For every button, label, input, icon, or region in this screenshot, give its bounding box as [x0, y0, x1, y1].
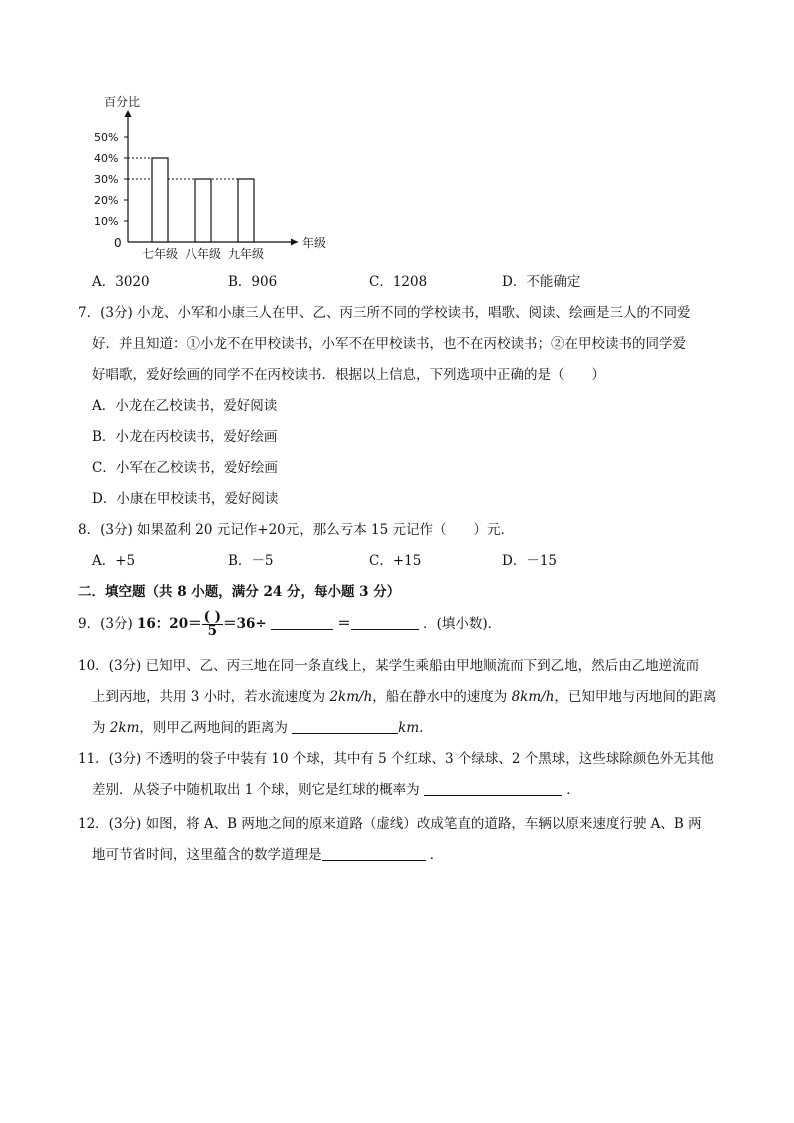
q7-choice-d[interactable]: D．小康在甲校读书，爱好阅读 — [92, 491, 279, 507]
y-tick-label: 10% — [94, 215, 119, 228]
q9-line — [78, 611, 501, 638]
q6-choice-c[interactable]: C．1208 — [369, 274, 428, 290]
q10-current-speed: 2km/h — [329, 689, 373, 705]
q9-frac-numerator[interactable]: ( ) — [203, 609, 222, 625]
q9-ratio: 16：20＝ — [137, 616, 202, 632]
q8-choice-b[interactable]: B．－5 — [228, 553, 274, 569]
y-tick-label: 20% — [94, 194, 119, 207]
q7-line-2: 好．并且知道：①小龙不在甲校读书，小军不在甲校读书，也不在丙校读书；②在甲校读书的同学爱 — [92, 336, 686, 352]
q12-line-2: 地可节省时间，这里蕴含的数学道理是 ． — [92, 847, 444, 863]
q10-boat-speed: 8km/h — [511, 689, 555, 705]
category-label: 九年级 — [227, 247, 265, 261]
q9-frac-denominator: 5 — [207, 623, 218, 639]
bar — [152, 158, 168, 242]
q12-blank[interactable] — [322, 846, 426, 861]
q6-choice-a[interactable]: A．3020 — [92, 274, 150, 290]
q10-line-2: 上到丙地，共用 3 小时，若水流速度为 2km/h，船在静水中的速度为 8km/h，已知甲地与丙地间的距离 — [92, 689, 717, 705]
bar — [238, 179, 254, 242]
q10-blank[interactable] — [292, 719, 398, 734]
q10-distance: 2km — [109, 720, 140, 736]
q11-blank[interactable] — [424, 781, 562, 796]
q9-mid: ＝36÷ — [223, 616, 267, 632]
x-axis-arrow — [291, 239, 298, 246]
q11-line-1: 11．(3分) 不透明的袋子中装有 10 个球，其中有 5 个红球、3 个绿球、2 个黑球，这些球除颜色外无其他 — [78, 751, 714, 767]
q8-choice-a[interactable]: A．+5 — [92, 553, 136, 569]
q10-line-3: 为 2km，则甲乙两地间的距离为 km． — [92, 720, 433, 736]
q10-unit: km — [398, 720, 420, 736]
q11-line-2: 差别．从袋子中随机取出 1 个球，则它是红球的概率为 ． — [92, 782, 580, 798]
q6-choice-b[interactable]: B．906 — [228, 274, 278, 290]
section-2-title: 二．填空题（共 8 小题，满分 24 分，每小题 3 分） — [78, 584, 401, 600]
y-axis-arrow — [125, 110, 132, 117]
y-tick-label: 50% — [94, 131, 119, 144]
q9-prefix: 9．(3分) — [78, 616, 138, 632]
q6-choice-d[interactable]: D．不能确定 — [502, 274, 581, 290]
q12-line-1: 12．(3分) 如图，将 A、B 两地之间的原来道路（虚线）改成笔直的道路，车辆以原来速度行驶 A、B 两 — [78, 816, 702, 832]
q7-choice-b[interactable]: B．小龙在丙校读书，爱好绘画 — [92, 429, 278, 445]
bar — [195, 179, 211, 242]
q8-choice-c[interactable]: C．+15 — [369, 553, 422, 569]
q9-blank-2[interactable] — [351, 615, 419, 630]
origin-label: 0 — [114, 236, 122, 250]
y-tick-label: 30% — [94, 173, 119, 186]
category-label: 八年级 — [184, 247, 222, 261]
q7-choice-a[interactable]: A．小龙在乙校读书，爱好阅读 — [92, 398, 278, 414]
category-label: 七年级 — [141, 247, 179, 261]
y-axis-label: 百分比 — [104, 95, 141, 109]
q10-line-1: 10．(3分) 已知甲、乙、丙三地在同一条直线上，某学生乘船由甲地顺流而下到乙地，然后由乙地逆流而 — [78, 658, 700, 674]
q9-fraction — [202, 611, 223, 638]
q8-choice-d[interactable]: D．－15 — [502, 553, 558, 569]
q7-choice-c[interactable]: C．小军在乙校读书，爱好绘画 — [92, 460, 278, 476]
q7-line-3: 好唱歌，爱好绘画的同学不在丙校读书．根据以上信息，下列选项中正确的是（ ） — [92, 367, 605, 383]
grade-percent-bar-chart — [90, 88, 350, 268]
x-axis-label: 年级 — [302, 236, 327, 250]
q8-line-1: 8．(3分) 如果盈利 20 元记作+20元，那么亏本 15 元记作（ ）元． — [78, 522, 515, 538]
q9-eq: ＝ — [337, 616, 351, 632]
q7-line-1: 7．(3分) 小龙、小军和小康三人在甲、乙、丙三所不同的学校读书，唱歌、阅读、绘画是三人的不同爱 — [78, 305, 691, 321]
q9-blank-1[interactable] — [271, 615, 333, 630]
y-tick-label: 40% — [94, 152, 119, 165]
q9-suffix: ．(填小数)． — [423, 616, 502, 632]
